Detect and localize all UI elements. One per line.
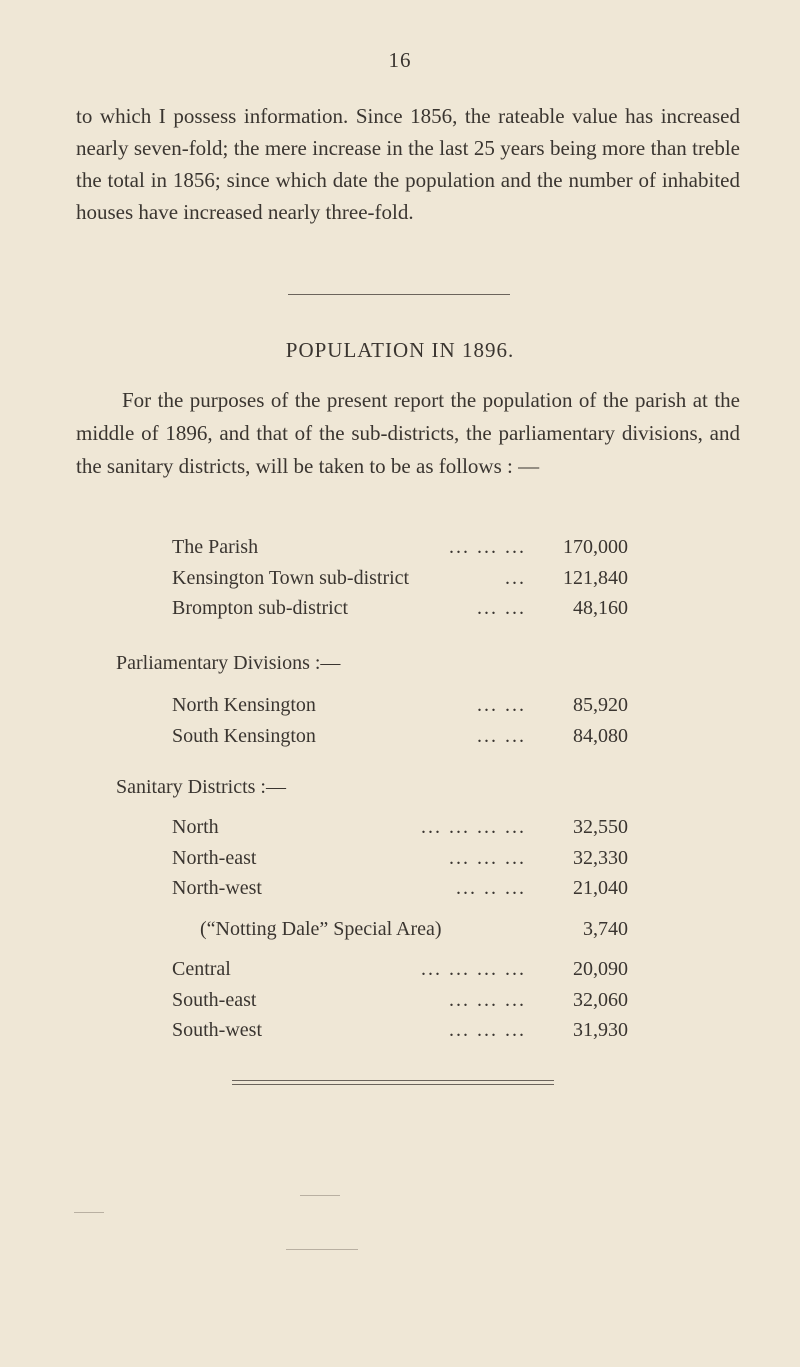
leader-dots: ... ... [477,597,526,619]
table-row [172,532,628,562]
sanitary-heading: Sanitary Districts :— [116,776,286,798]
page-number: 16 [388,48,412,72]
leader-dots: ... ... [477,725,526,747]
leader-dots: ... ... ... [449,989,526,1011]
row-label: Central [172,958,231,980]
leader-dots: ... ... ... [449,1019,526,1041]
table-row [172,721,628,751]
row-value: 21,040 [573,877,628,899]
table-row [172,690,628,720]
row-label: South-east [172,989,257,1011]
row-value: 121,840 [563,567,628,589]
table-row [172,985,628,1015]
closing-double-rule [232,1080,554,1085]
paper-mark [286,1249,358,1250]
paper-mark [300,1195,340,1196]
parliamentary-heading: Parliamentary Divisions :— [116,652,341,674]
table-row [172,593,628,623]
row-label: The Parish [172,536,259,558]
row-value: 32,330 [573,847,628,869]
row-value: 32,060 [573,989,628,1011]
row-value: 32,550 [573,816,628,838]
row-value: 31,930 [573,1019,628,1041]
leader-dots: ... ... ... [449,847,526,869]
leader-dots: ... ... [477,694,526,716]
row-label: South-west [172,1019,262,1041]
leader-dots: ... [505,567,526,589]
leader-dots: ... ... ... [449,536,526,558]
row-label: Brompton sub-district [172,597,349,619]
section-divider [288,294,510,295]
row-label: North-east [172,847,257,869]
intro-paragraph: to which I possess information. Since 1856, the rateable value has increased nearly seven-fold; the mere increase in the last 25 years being more than treble the total in 1856; since which date the population and the number of inhabited houses have increased nearly three-fold. [76,104,740,224]
row-label: Kensington Town sub-district [172,567,410,589]
special-area-row [200,914,628,944]
table-row [172,563,628,593]
table-row [172,954,628,984]
paper-mark [74,1212,104,1213]
table-row [172,843,628,873]
row-value: 20,090 [573,958,628,980]
row-value: 170,000 [563,536,628,558]
leader-dots: ... ... ... ... [421,958,526,980]
row-value: 48,160 [573,597,628,619]
section-heading: POPULATION IN 1896. [285,338,515,362]
leader-dots: ... ... ... ... [421,816,526,838]
body-paragraph: For the purposes of the present report the population of the parish at the middle of 1896, and that of the sub-districts, the parliamentary divisions, and the sanitary districts, will be taken to be as follows : — [76,388,740,478]
row-label: North [172,816,219,838]
table-row [172,873,628,903]
row-value: 85,920 [573,694,628,716]
special-area-label: (“Notting Dale” Special Area) [200,918,442,940]
row-value: 84,080 [573,725,628,747]
leader-dots: ... .. ... [456,877,526,899]
row-label: North Kensington [172,694,316,716]
table-row [172,1015,628,1045]
special-area-value: 3,740 [583,918,628,940]
row-label: North-west [172,877,262,899]
row-label: South Kensington [172,725,316,747]
table-row [172,812,628,842]
